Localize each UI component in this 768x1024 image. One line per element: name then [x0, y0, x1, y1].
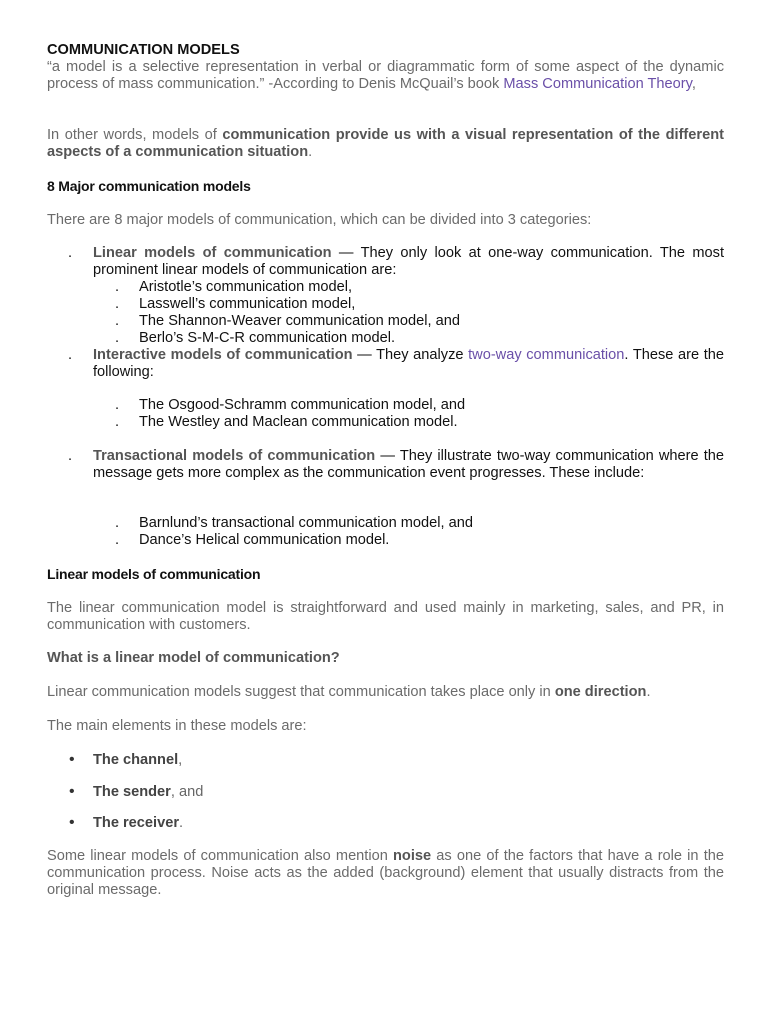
quote-paragraph: [47, 59, 724, 93]
direction-paragraph: [47, 684, 724, 701]
bullet-dot-icon: •: [69, 814, 75, 831]
element-receiver: [93, 815, 183, 832]
noise-paragraph: [47, 848, 724, 899]
category-desc-pre: — They analyze: [352, 347, 469, 363]
quote-text: “a model is a selective representation in verbal or diagrammatic form of some aspect of the dynamic process of mass communication.” -According to Denis McQuail’s book: [47, 59, 724, 92]
document-title: COMMUNICATION MODELS: [47, 42, 240, 58]
sub-bullet: .: [115, 532, 120, 548]
quote-end: ,: [691, 76, 696, 92]
list-bullet: .: [68, 448, 73, 464]
list-item: Barnlund’s transactional communication model, and: [139, 515, 473, 531]
noise-post: as one of the factors that have a role in the communication process. Noise acts as the added (background) element that usually distracts from the original message.: [47, 848, 724, 898]
sub-bullet: .: [115, 313, 120, 329]
category-desc: — They illustrate two-way communication where the message gets more complex as the communication event progresses. These include:: [93, 448, 724, 481]
list-item: Aristotle’s communication model,: [139, 279, 353, 295]
list-item: Dance’s Helical communication model.: [139, 532, 390, 548]
category-desc-post: . These are the following:: [93, 347, 724, 380]
element-bold: The channel: [93, 752, 179, 768]
list-item: The Westley and Maclean communication model.: [139, 414, 458, 430]
noise-bold: noise: [393, 848, 432, 864]
category-desc: — They only look at one-way communication. The most prominent linear models of communication are:: [93, 245, 724, 278]
list-item: Lasswell’s communication model,: [139, 296, 356, 312]
bullet-dot-icon: •: [69, 783, 75, 800]
linear-intro-paragraph: The linear communication model is straightforward and used mainly in marketing, sales, and PR, in communication with customers.: [47, 600, 724, 633]
element-rest: .: [179, 815, 184, 831]
element-rest: , and: [170, 784, 204, 800]
element-bold: The receiver: [93, 815, 179, 831]
other-words-pre: In other words, models of: [47, 127, 223, 143]
sub-bullet: .: [115, 397, 120, 413]
category-transactional: [93, 448, 724, 482]
sub-bullet: .: [115, 414, 120, 430]
list-bullet: .: [68, 245, 73, 261]
element-rest: ,: [178, 752, 183, 768]
other-words-paragraph: [47, 127, 724, 161]
sub-bullet: .: [115, 515, 120, 531]
sub-bullet: .: [115, 296, 120, 312]
two-way-communication-link[interactable]: two-way communication: [468, 347, 625, 363]
element-bold: The sender: [93, 784, 171, 800]
category-interactive: [93, 347, 724, 381]
list-item: The Osgood-Schramm communication model, and: [139, 397, 466, 413]
linear-models-heading: Linear models of communication: [47, 566, 261, 582]
major-models-heading: 8 Major communication models: [47, 178, 251, 194]
category-name: Transactional models of communication: [93, 448, 376, 464]
noise-pre: Some linear models of communication also mention: [47, 848, 393, 864]
category-name: Interactive models of communication: [93, 347, 353, 363]
category-linear: [93, 245, 724, 279]
direction-end: .: [646, 684, 651, 700]
elements-intro: The main elements in these models are:: [47, 718, 307, 734]
element-sender: [93, 784, 203, 801]
what-is-linear-heading: What is a linear model of communication?: [47, 650, 340, 666]
sub-bullet: .: [115, 330, 120, 346]
other-words-end: .: [308, 144, 313, 160]
mass-communication-theory-link[interactable]: Mass Communication Theory: [503, 76, 692, 92]
other-words-bold: communication provide us with a visual representation of the different aspects of a communication situation: [47, 127, 724, 160]
category-name: Linear models of communication: [93, 245, 332, 261]
element-channel: [93, 752, 182, 769]
sub-bullet: .: [115, 279, 120, 295]
list-item: The Shannon-Weaver communication model, and: [139, 313, 460, 329]
list-item: Berlo’s S-M-C-R communication model.: [139, 330, 396, 346]
direction-bold: one direction: [554, 684, 647, 700]
list-bullet: .: [68, 347, 73, 363]
direction-pre: Linear communication models suggest that communication takes place only in: [47, 684, 555, 700]
major-models-intro: There are 8 major models of communication, which can be divided into 3 categories:: [47, 212, 592, 228]
bullet-dot-icon: •: [69, 751, 75, 768]
